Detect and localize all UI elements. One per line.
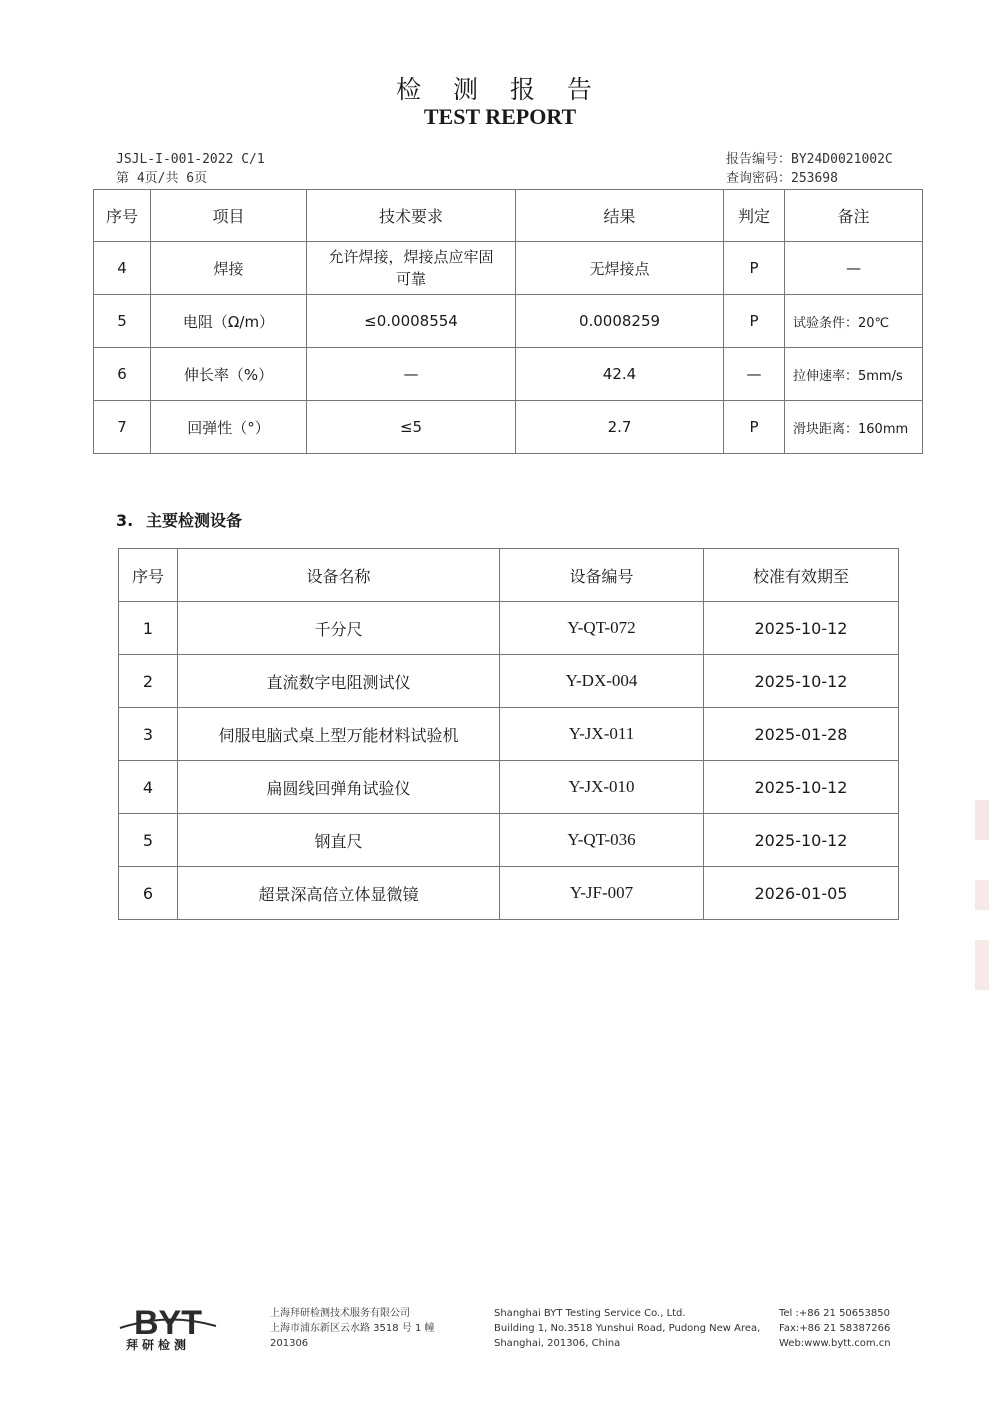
cell-calibration-date: 2025-10-12 — [704, 814, 899, 867]
cell-equipment-id: Y-QT-036 — [500, 814, 704, 867]
header-judgement: 判定 — [724, 190, 785, 242]
section-number: 3. — [116, 511, 134, 530]
doc-code: JSJL-I-001-2022 C/1 — [116, 152, 265, 167]
cell-judgement: — — [724, 348, 785, 401]
cell-index: 1 — [119, 602, 178, 655]
cell-equipment-name: 钢直尺 — [178, 814, 500, 867]
table-row — [94, 348, 923, 401]
cell-equipment-id: Y-JX-011 — [500, 708, 704, 761]
footer-web: Web:www.bytt.com.cn — [779, 1338, 891, 1349]
cell-index: 4 — [94, 242, 151, 295]
doc-meta-right — [726, 150, 893, 188]
cell-remark: 滑块距离：160mm — [785, 401, 923, 454]
cell-equipment-name: 伺服电脑式桌上型万能材料试验机 — [178, 708, 500, 761]
cell-calibration-date: 2025-01-28 — [704, 708, 899, 761]
header-index: 序号 — [94, 190, 151, 242]
cell-index: 6 — [119, 867, 178, 920]
cell-index: 5 — [94, 295, 151, 348]
footer-contact — [779, 1306, 891, 1351]
table-row — [94, 401, 923, 454]
cell-result: 无焊接点 — [516, 242, 724, 295]
cell-calibration-date: 2025-10-12 — [704, 602, 899, 655]
header-requirement: 技术要求 — [307, 190, 516, 242]
doc-meta-left — [116, 150, 265, 188]
cell-index: 5 — [119, 814, 178, 867]
cell-remark: 拉伸速率：5mm/s — [785, 348, 923, 401]
table-row — [119, 867, 899, 920]
cell-calibration-date: 2026-01-05 — [704, 867, 899, 920]
logo-text: BYT — [134, 1304, 202, 1342]
cell-judgement: P — [724, 242, 785, 295]
cell-equipment-name: 千分尺 — [178, 602, 500, 655]
footer-line: 上海市浦东新区云水路 3518 号 1 幢 — [270, 1323, 435, 1334]
footer-line: 201306 — [270, 1338, 309, 1349]
cell-index: 2 — [119, 655, 178, 708]
cell-requirement: ≤5 — [307, 401, 516, 454]
footer-line: Shanghai BYT Testing Service Co., Ltd. — [494, 1308, 686, 1319]
seal-fragment — [975, 800, 989, 840]
cell-item: 电阻（Ω/m） — [151, 295, 307, 348]
cell-requirement: 允许焊接，焊接点应牢固可靠 — [307, 242, 516, 295]
cell-item: 伸长率（%） — [151, 348, 307, 401]
header-equipment-id: 设备编号 — [500, 549, 704, 602]
cell-result: 0.0008259 — [516, 295, 724, 348]
table-header-row — [94, 190, 923, 242]
logo-subtitle: 拜研检测 — [126, 1338, 191, 1352]
report-title-en: TEST REPORT — [423, 104, 577, 129]
cell-equipment-id: Y-DX-004 — [500, 655, 704, 708]
footer-line: Building 1, No.3518 Yunshui Road, Pudong New Area, — [494, 1323, 761, 1334]
report-number: 报告编号：BY24D0021002C — [726, 152, 893, 167]
cell-equipment-name: 超景深高倍立体显微镜 — [178, 867, 500, 920]
cell-requirement: ≤0.0008554 — [307, 295, 516, 348]
cell-equipment-id: Y-JF-007 — [500, 867, 704, 920]
cell-index: 4 — [119, 761, 178, 814]
table-row — [119, 655, 899, 708]
table-row — [94, 295, 923, 348]
cell-index: 6 — [94, 348, 151, 401]
cell-result: 2.7 — [516, 401, 724, 454]
seal-fragment — [975, 880, 989, 910]
section-heading — [116, 508, 242, 531]
header-equipment-name: 设备名称 — [178, 549, 500, 602]
table-row — [119, 602, 899, 655]
section-title: 主要检测设备 — [146, 511, 243, 530]
table-row — [119, 708, 899, 761]
cell-remark: — — [785, 242, 923, 295]
footer-tel: Tel :+86 21 50653850 — [779, 1308, 890, 1319]
header-item: 项目 — [151, 190, 307, 242]
cell-calibration-date: 2025-10-12 — [704, 655, 899, 708]
query-code: 查询密码：253698 — [726, 171, 838, 186]
header-index: 序号 — [119, 549, 178, 602]
table-header-row — [119, 549, 899, 602]
seal-fragment — [975, 940, 989, 990]
cell-equipment-name: 直流数字电阻测试仪 — [178, 655, 500, 708]
report-title-cn: 检 测 报 告 — [396, 75, 604, 104]
footer-address-cn — [270, 1306, 435, 1351]
footer-line: 上海拜研检测技术服务有限公司 — [270, 1308, 410, 1319]
cell-remark: 试验条件：20℃ — [785, 295, 923, 348]
cell-judgement: P — [724, 295, 785, 348]
cell-item: 焊接 — [151, 242, 307, 295]
cell-requirement: — — [307, 348, 516, 401]
table-row — [94, 242, 923, 295]
page-number: 第 4页/共 6页 — [116, 171, 208, 186]
cell-equipment-name: 扁圆线回弹角试验仪 — [178, 761, 500, 814]
cell-judgement: P — [724, 401, 785, 454]
cell-calibration-date: 2025-10-12 — [704, 761, 899, 814]
footer-fax: Fax:+86 21 58387266 — [779, 1323, 891, 1334]
header-calibration-date: 校准有效期至 — [704, 549, 899, 602]
cell-index: 3 — [119, 708, 178, 761]
results-table — [93, 189, 923, 454]
cell-item: 回弹性（°） — [151, 401, 307, 454]
table-row — [119, 814, 899, 867]
cell-equipment-id: Y-JX-010 — [500, 761, 704, 814]
footer-line: Shanghai, 201306, China — [494, 1338, 621, 1349]
footer-address-en — [494, 1306, 760, 1351]
header-remark: 备注 — [785, 190, 923, 242]
cell-equipment-id: Y-QT-072 — [500, 602, 704, 655]
equipment-table — [118, 548, 899, 920]
cell-index: 7 — [94, 401, 151, 454]
header-result: 结果 — [516, 190, 724, 242]
table-row — [119, 761, 899, 814]
cell-result: 42.4 — [516, 348, 724, 401]
